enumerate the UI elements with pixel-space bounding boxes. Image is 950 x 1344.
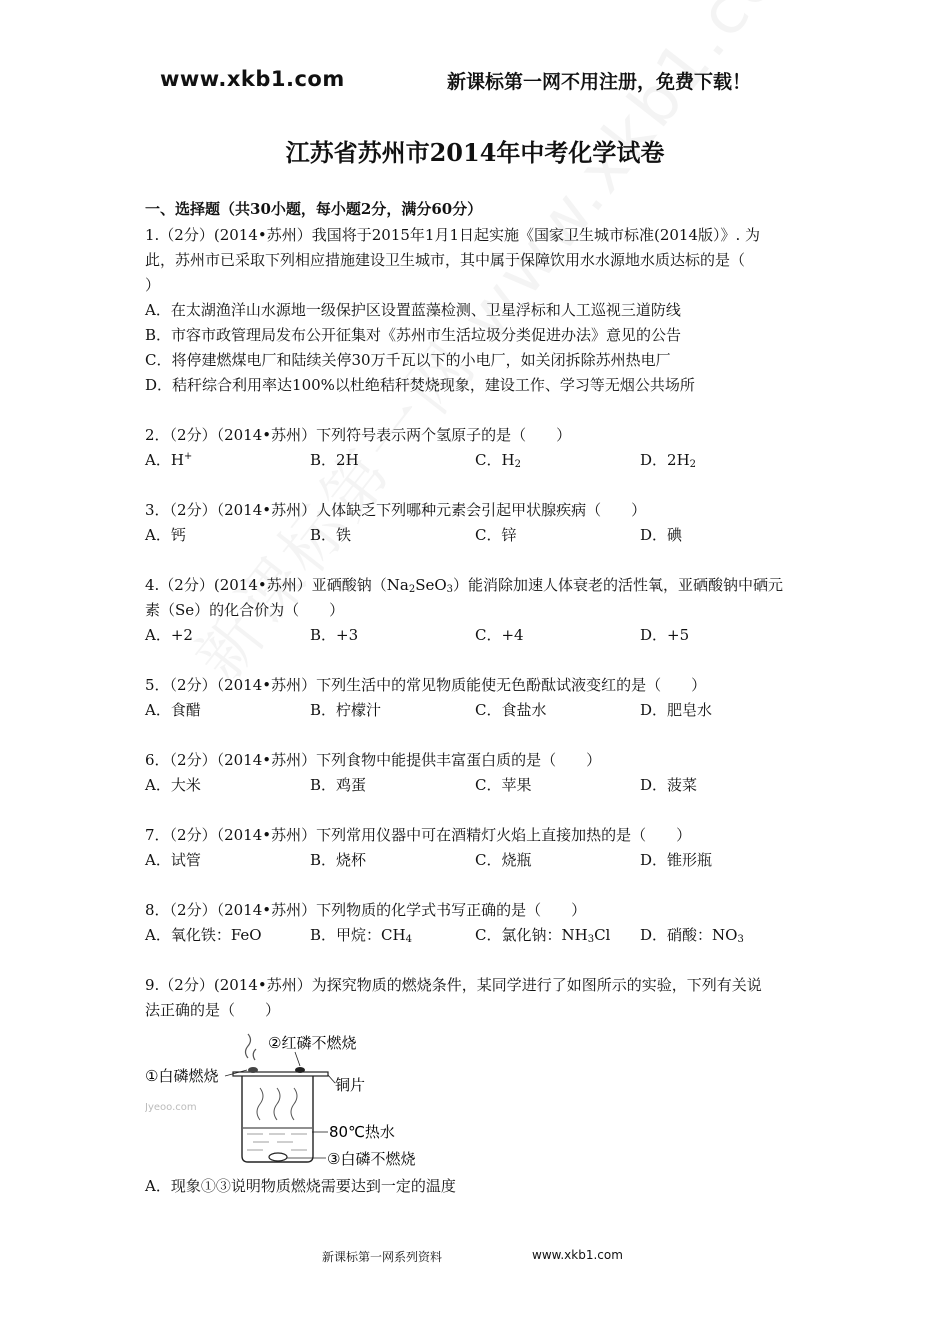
q4-option-a: A．+2	[145, 626, 193, 644]
q2-c-sub: 2	[514, 459, 521, 470]
q2-d-text: D．2H	[640, 451, 690, 469]
leader-line-3	[328, 1075, 335, 1083]
q6-option-c: C．苹果	[475, 776, 532, 794]
q2-a-text: A．H	[145, 451, 184, 469]
submerged-white-phosphorus	[269, 1153, 287, 1161]
q8-option-d	[640, 923, 744, 948]
q6-option-b: B．鸡蛋	[310, 776, 367, 794]
q1-stem-2: 此，苏州市已采取下列相应措施建设卫生城市，其中属于保障饮用水水源地水质达标的是（	[145, 251, 746, 269]
white-phosphorus	[248, 1067, 258, 1073]
q7-stem: 7．（2分）（2014•苏州）下列常用仪器中可在酒精灯火焰上直接加热的是（ ）	[145, 826, 692, 844]
q3-option-c: C．锌	[475, 526, 517, 544]
fig-source-mark: Jyeoo.com	[145, 1102, 197, 1113]
q7-option-d: D．锥形瓶	[640, 851, 713, 869]
q3-option-d: D．碘	[640, 526, 683, 544]
q7-option-b: B．烧杯	[310, 851, 367, 869]
vapor-icon-3	[291, 1088, 297, 1120]
q5-option-d: D．肥皂水	[640, 701, 713, 719]
smoke-icon-2	[253, 1049, 256, 1060]
q2-d-sub: 2	[689, 459, 697, 470]
question-9	[145, 973, 813, 1023]
q1-stem-3: ）	[145, 276, 161, 294]
question-2	[145, 423, 813, 473]
question-3	[145, 498, 813, 548]
leader-line-2	[295, 1052, 300, 1066]
q4-stem-1	[145, 573, 813, 598]
vapor-icon-2	[274, 1088, 280, 1120]
fig-label-red-phosphorus: ②红磷不燃烧	[268, 1034, 357, 1052]
q8-option-c	[475, 923, 640, 948]
q2-option-d	[640, 448, 696, 473]
question-6	[145, 748, 813, 798]
question-4	[145, 573, 813, 648]
q8-d-text: D．硝酸：NO	[640, 926, 738, 944]
q6-option-a: A．大米	[145, 776, 201, 794]
q4-options	[145, 623, 813, 648]
q8-options	[145, 923, 813, 948]
fig-label-hot-water: 80℃热水	[329, 1123, 395, 1141]
q3-options	[145, 523, 813, 548]
question-7	[145, 823, 813, 873]
q8-c-sub: 3	[587, 934, 595, 945]
q1-option-c: C．将停建燃煤电厂和陆续关停30万千瓦以下的小电厂，如关闭拆除苏州热电厂	[145, 351, 671, 369]
q8-c-text2: Cl	[594, 926, 611, 944]
q4-sub1: 2	[408, 584, 416, 595]
footer-text: 新课标第一网系列资料	[322, 1250, 443, 1264]
q3-option-b: B．铁	[310, 526, 352, 544]
q6-stem: 6．（2分）（2014•苏州）下列食物中能提供丰富蛋白质的是（ ）	[145, 751, 602, 769]
exam-content	[145, 196, 813, 1023]
q8-d-sub: 3	[737, 934, 744, 945]
q3-option-a: A．钙	[145, 526, 186, 544]
q7-options	[145, 848, 813, 873]
q5-option-a: A．食醋	[145, 701, 201, 719]
q1-option-b: B．市容市政管理局发布公开征集对《苏州市生活垃圾分类促进办法》意见的公告	[145, 326, 682, 344]
q2-options	[145, 448, 813, 473]
q4-option-c: C．+4	[475, 626, 524, 644]
q9-stem-2: 法正确的是（ ）	[145, 1001, 281, 1019]
q8-option-b	[310, 923, 475, 948]
q1-stem-1: 1.（2分）(2014•苏州）我国将于2015年1月1日起实施《国家卫生城市标准(2014版）》. 为	[145, 226, 761, 244]
q9-option-a: A．现象①③说明物质燃烧需要达到一定的温度	[145, 1177, 456, 1195]
q4-t1: 4.（2分）(2014•苏州）亚硒酸钠（Na	[145, 576, 409, 594]
red-phosphorus	[295, 1067, 305, 1073]
q5-option-c: C．食盐水	[475, 701, 547, 719]
q3-stem: 3．（2分）（2014•苏州）人体缺乏下列哪种元素会引起甲状腺疾病（ ）	[145, 501, 647, 519]
fig-label-copper-sheet: 铜片	[335, 1076, 366, 1094]
q9-stem-1: 9.（2分）(2014•苏州）为探究物质的燃烧条件，某同学进行了如图所示的实验，下列有关说	[145, 976, 762, 994]
footer-link[interactable]: www.xkb1.com	[532, 1248, 623, 1262]
vapor-icon	[257, 1088, 263, 1120]
q2-c-text: C．H	[475, 451, 515, 469]
combustion-experiment-figure	[145, 1028, 445, 1173]
q1-option-d: D．秸秆综合利用率达100%以杜绝秸秆焚烧现象，建设工作、学习等无烟公共场所	[145, 376, 695, 394]
q2-a-sup: +	[183, 451, 193, 462]
header-site[interactable]: www.xkb1.com	[160, 67, 345, 91]
smoke-icon	[246, 1034, 251, 1058]
page-title: 江苏省苏州市2014年中考化学试卷	[285, 138, 665, 167]
q4-t2: SeO	[415, 576, 447, 594]
q8-c-text: C．氯化钠：NH	[475, 926, 588, 944]
water-hatching	[247, 1134, 307, 1150]
q4-sub2: 3	[446, 584, 454, 595]
fig-label-white-phosphorus-water: ③白磷不燃烧	[327, 1150, 416, 1168]
q2-stem: 2．（2分）（2014•苏州）下列符号表示两个氢原子的是（ ）	[145, 426, 572, 444]
q4-t3: ）能消除加速人体衰老的活性氧，亚硒酸钠中硒元	[453, 576, 784, 594]
fig-label-white-phosphorus-burning: ①白磷燃烧	[145, 1067, 219, 1085]
q5-stem: 5．（2分）（2014•苏州）下列生活中的常见物质能使无色酚酞试液变红的是（ ）	[145, 676, 707, 694]
q8-b-text: B．甲烷：CH	[310, 926, 406, 944]
q2-option-b: B．2H	[310, 451, 359, 469]
q2-option-c	[475, 448, 640, 473]
question-8	[145, 898, 813, 948]
q4-option-d: D．+5	[640, 626, 690, 644]
q6-options	[145, 773, 813, 798]
q5-option-b: B．柠檬汁	[310, 701, 382, 719]
q7-option-a: A．试管	[145, 851, 201, 869]
q7-option-c: C．烧瓶	[475, 851, 532, 869]
question-1	[145, 223, 813, 398]
q8-b-sub: 4	[405, 934, 412, 945]
q5-options	[145, 698, 813, 723]
q4-option-b: B．+3	[310, 626, 359, 644]
copper-sheet	[233, 1072, 328, 1076]
header-slogan: 新课标第一网不用注册，免费下载！	[447, 71, 752, 93]
q1-option-a: A．在太湖渔洋山水源地一级保护区设置蓝藻检测、卫星浮标和人工巡视三道防线	[145, 301, 681, 319]
q6-option-d: D．菠菜	[640, 776, 698, 794]
q8-stem: 8．（2分）（2014•苏州）下列物质的化学式书写正确的是（ ）	[145, 901, 587, 919]
section-heading: 一、选择题（共30小题，每小题2分，满分60分）	[145, 200, 483, 218]
q2-option-a	[145, 448, 310, 473]
q8-option-a: A．氧化铁：FeO	[145, 926, 262, 944]
question-5	[145, 673, 813, 723]
q4-stem-2: 素（Se）的化合价为（ ）	[145, 601, 345, 619]
